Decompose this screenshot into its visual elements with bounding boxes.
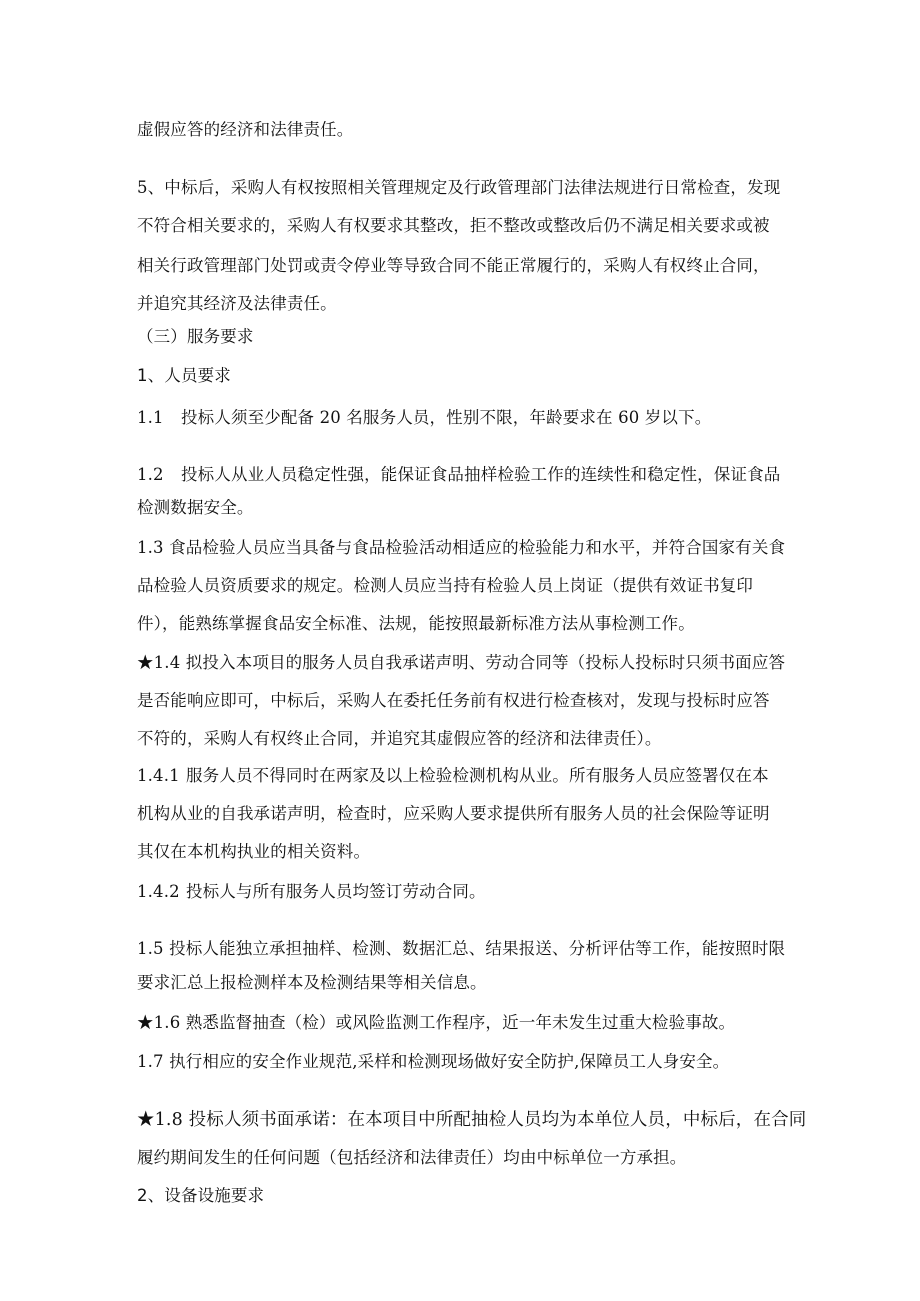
clause-number: 1.4.1 — [137, 766, 180, 785]
subsection-heading-equipment: 2、设备设施要求 — [137, 1186, 265, 1205]
text-line-1-2 — [137, 465, 780, 485]
clause-number: 1.2 — [137, 465, 164, 484]
text-line-item5: 5、中标后，采购人有权按照相关管理规定及行政管理部门法律法规进行日常检查，发现 — [137, 178, 781, 197]
text-line: 机构从业的自我承诺声明，检查时，应采购人要求提供所有服务人员的社会保险等证明 — [137, 804, 770, 823]
text-line: 履约期间发生的任何问题（包括经济和法律责任）均由中标单位一方承担。 — [137, 1148, 687, 1167]
text-line-1-1 — [137, 408, 711, 428]
text-line: 相关行政管理部门处罚或责令停业等导致合同不能正常履行的，采购人有权终止合同， — [137, 256, 770, 275]
text-line: 品检验人员资质要求的规定。检测人员应当持有检验人员上岗证（提供有效证书复印 — [137, 576, 754, 595]
section-heading-service-requirements: （三）服务要求 — [137, 327, 254, 346]
clause-text: 服务人员不得同时在两家及以上检验检测机构从业。所有服务人员应签署仅在本 — [186, 766, 769, 785]
text-line-1-7: 1.7 执行相应的安全作业规范,采样和检测现场做好安全防护,保障员工人身安全。 — [137, 1052, 730, 1071]
text-line: 其仅在本机构执业的相关资料。 — [137, 842, 371, 861]
text-line: 不符合相关要求的，采购人有权要求其整改，拒不整改或整改后仍不满足相关要求或被 — [137, 216, 770, 235]
text-line: 要求汇总上报检测样本及检测结果等相关信息。 — [137, 973, 487, 992]
text-line-1-4-1 — [137, 766, 769, 786]
text-line-1-8: ★1.8 投标人须书面承诺：在本项目中所配抽检人员均为本单位人员，中标后，在合同 — [137, 1110, 807, 1130]
clause-number: 1.1 — [137, 408, 164, 427]
text-line: 并追究其经济及法律责任。 — [137, 294, 337, 313]
text-line: 件），能熟练掌握食品安全标准、法规，能按照最新标准方法从事检测工作。 — [137, 614, 695, 633]
text-line: 不符的，采购人有权终止合同，并追究其虚假应答的经济和法律责任）。 — [137, 729, 662, 748]
text-line-1-5: 1.5 投标人能独立承担抽样、检测、数据汇总、结果报送、分析评估等工作，能按照时限 — [137, 939, 786, 958]
text-line: 检测数据安全。 — [137, 498, 254, 517]
text-line-1-4: ★1.4 拟投入本项目的服务人员自我承诺声明、劳动合同等（投标人投标时只须书面应答 — [137, 653, 786, 672]
text-line-1-4-2 — [137, 882, 486, 902]
clause-number: 1.4.2 — [137, 882, 180, 901]
clause-text: 投标人从业人员稳定性强，能保证食品抽样检验工作的连续性和稳定性，保证食品 — [181, 465, 781, 484]
text-line-liability-end: 虚假应答的经济和法律责任。 — [137, 120, 354, 139]
clause-text: 投标人须至少配备 20 名服务人员，性别不限，年龄要求在 60 岁以下。 — [181, 408, 712, 427]
subsection-heading-personnel: 1、人员要求 — [137, 366, 231, 385]
clause-text: 投标人与所有服务人员均签订劳动合同。 — [186, 882, 486, 901]
text-line-1-3: 1.3 食品检验人员应当具备与食品检验活动相适应的检验能力和水平，并符合国家有关食 — [137, 538, 786, 557]
text-line-1-6: ★1.6 熟悉监督抽查（检）或风险监测工作程序，近一年未发生过重大检验事故。 — [137, 1013, 736, 1032]
text-line: 是否能响应即可，中标后，采购人在委托任务前有权进行检查核对，发现与投标时应答 — [137, 691, 770, 710]
